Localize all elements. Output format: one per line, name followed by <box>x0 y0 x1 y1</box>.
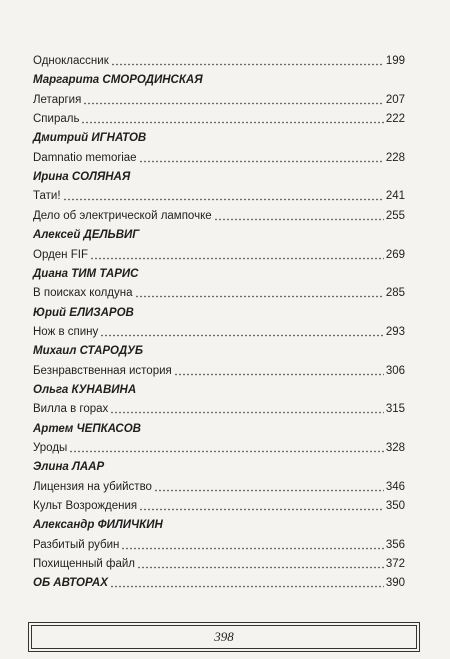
dot-leader <box>90 251 384 260</box>
dot-leader <box>100 328 384 337</box>
toc-author-name: Дмитрий ИГНАТОВ <box>33 132 147 145</box>
toc-entry-title: Разбитый рубин <box>33 538 120 551</box>
dot-leader <box>110 405 384 414</box>
toc-author <box>33 304 405 322</box>
toc-author-name: Маргарита СМОРОДИНСКАЯ <box>33 74 203 87</box>
toc-entry-title: Похищенный файл <box>33 558 136 571</box>
dot-leader <box>174 367 384 376</box>
toc-entry <box>33 246 405 264</box>
toc-entry-page: 356 <box>385 538 405 551</box>
toc-entry-page: 306 <box>385 364 405 377</box>
toc-author <box>33 129 405 147</box>
toc-author-name: Алексей ДЕЛЬВИГ <box>33 229 140 242</box>
toc-entry-page: 199 <box>385 55 405 67</box>
dot-leader <box>139 154 384 163</box>
dot-leader <box>121 541 383 550</box>
toc-author <box>33 71 405 89</box>
toc-author-name: Диана ТИМ ТАРИС <box>33 267 139 280</box>
toc-entry <box>33 187 405 205</box>
dot-leader <box>214 212 384 221</box>
toc-entry-title: Орден FIF <box>33 248 88 261</box>
toc-entry-page: 315 <box>385 403 405 416</box>
toc-entry-title: Уроды <box>33 442 68 454</box>
dot-leader <box>69 444 384 453</box>
toc-author <box>33 226 405 244</box>
toc-entry-title: Дело об электрической лампочке <box>33 209 212 222</box>
toc-entry-page: 207 <box>385 93 405 106</box>
toc-author <box>33 458 405 476</box>
toc-entry-title: Летаргия <box>33 93 82 106</box>
toc-entry <box>33 207 405 225</box>
dot-leader <box>154 483 384 492</box>
toc-entry <box>33 284 405 302</box>
toc-author-name: Ольга КУНАВИНА <box>33 383 137 396</box>
page-number: 398 <box>214 629 234 644</box>
toc-entry-page: 346 <box>385 480 405 493</box>
toc-entry-page: 285 <box>385 287 405 300</box>
toc-entry <box>33 52 405 70</box>
toc-entry <box>33 362 405 380</box>
toc-entry-page: 372 <box>385 558 405 571</box>
toc-author-name: Александр ФИЛИЧКИН <box>33 519 163 532</box>
toc-entry <box>33 497 405 515</box>
toc-entry-page: 293 <box>385 325 405 338</box>
dot-leader <box>81 115 383 124</box>
toc-author <box>33 168 405 186</box>
toc-author-name: Элина ЛААР <box>33 461 105 474</box>
toc-entry <box>33 536 405 554</box>
toc-entry-page: 328 <box>385 442 405 454</box>
toc-author <box>33 381 405 399</box>
toc-entry <box>33 478 405 496</box>
toc-section-entry <box>33 574 405 592</box>
toc-entry-title: Культ Возрождения <box>33 500 138 513</box>
toc-entry <box>33 400 405 418</box>
toc-author <box>33 265 405 283</box>
toc-entry-title: Лицензия на убийство <box>33 480 152 493</box>
toc-author <box>33 516 405 534</box>
toc-author <box>33 420 405 438</box>
toc-entry-title: Вилла в горах <box>33 403 109 416</box>
toc-entry-title: Нож в спину <box>33 325 99 338</box>
toc-entry <box>33 149 405 167</box>
toc-author-name: Юрий ЕЛИЗАРОВ <box>33 306 134 319</box>
toc-entry-title: В поисках колдуна <box>33 287 133 300</box>
toc-entry-page: 241 <box>385 190 405 203</box>
toc-entry-title: Damnatio memoriae <box>33 151 137 164</box>
dot-leader <box>110 579 384 588</box>
toc-author-name: Ирина СОЛЯНАЯ <box>33 171 131 184</box>
toc-entry <box>33 323 405 341</box>
toc-entry-title: ОБ АВТОРАХ <box>33 577 108 590</box>
dot-leader <box>63 192 384 201</box>
dot-leader <box>83 96 383 105</box>
dot-leader <box>135 289 384 298</box>
toc-entry <box>33 555 405 573</box>
toc-entry-title: Безнравственная история <box>33 364 172 377</box>
toc-entry-page: 390 <box>385 577 405 590</box>
dot-leader <box>111 57 384 66</box>
toc-author-name: Михаил СТАРОДУБ <box>33 345 144 358</box>
toc-entry-title: Спираль <box>33 113 80 126</box>
toc-entry <box>33 91 405 109</box>
toc-author-name: Артем ЧЕПКАСОВ <box>33 422 141 435</box>
dot-leader <box>139 502 384 511</box>
toc-entry-page: 350 <box>385 500 405 513</box>
toc-entry-page: 255 <box>385 209 405 222</box>
toc-entry <box>33 110 405 128</box>
footer-frame <box>28 622 420 652</box>
toc-entry-page: 222 <box>385 113 405 126</box>
toc-entry-page: 269 <box>385 248 405 261</box>
toc-author <box>33 342 405 360</box>
toc-entry-page: 228 <box>385 151 405 164</box>
dot-leader <box>137 560 384 569</box>
toc-entry-title: Одноклассник <box>33 55 109 67</box>
toc-entry <box>33 439 405 457</box>
toc-entry-title: Тати! <box>33 190 61 203</box>
